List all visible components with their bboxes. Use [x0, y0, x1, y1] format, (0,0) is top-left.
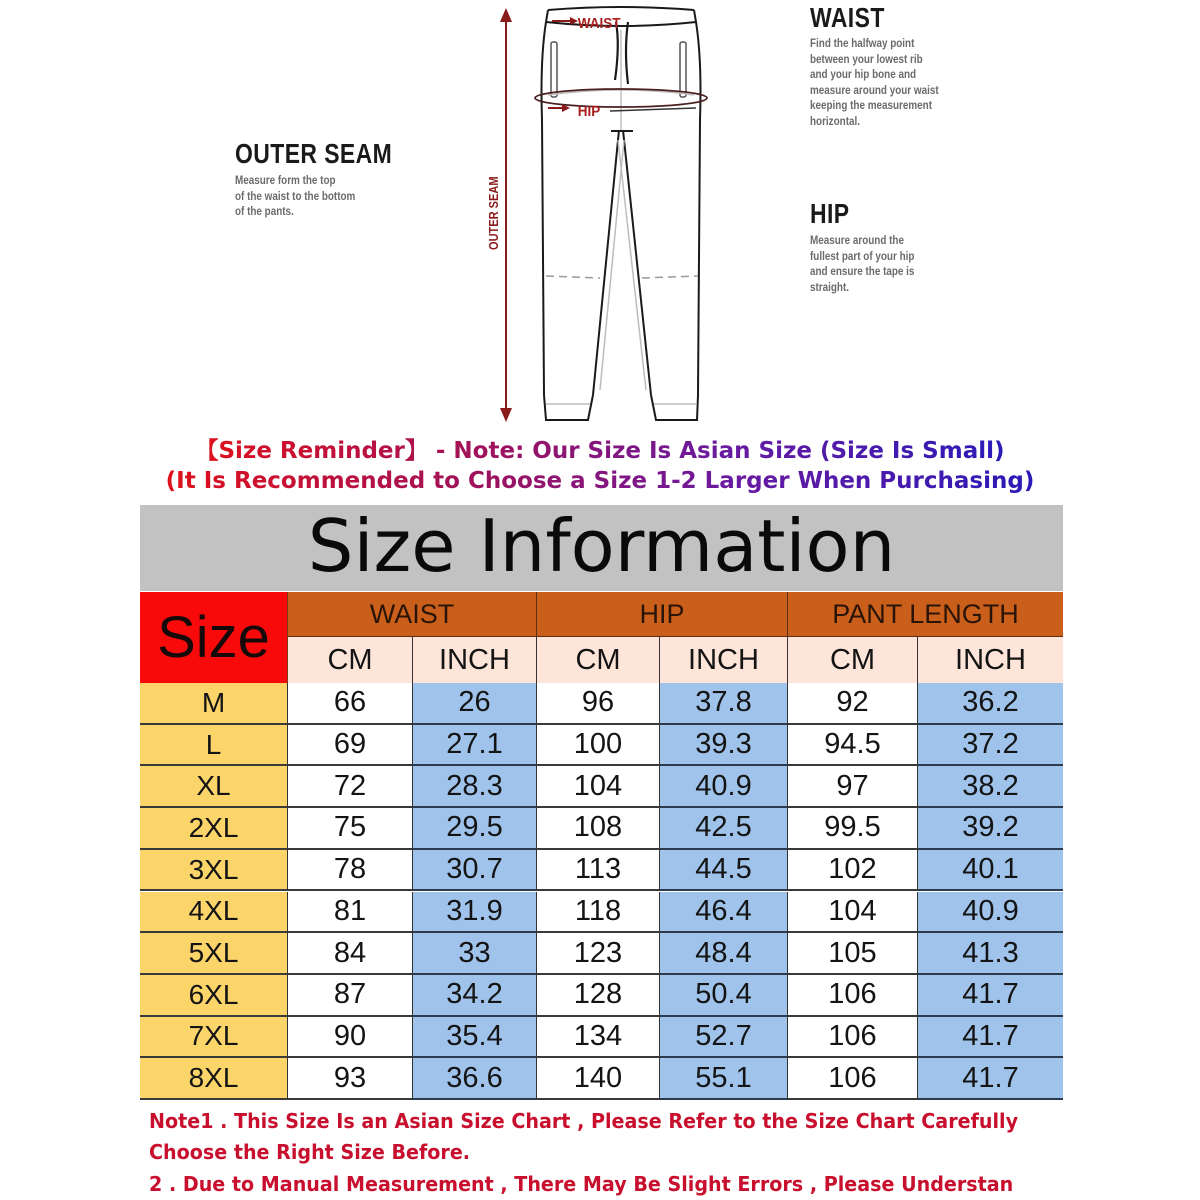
cell-hip-cm: 140 — [537, 1058, 660, 1100]
pants-diagram-icon — [0, 0, 1200, 430]
cell-hip-inch: 46.4 — [660, 892, 788, 934]
guide-line: and ensure the tape is — [810, 266, 915, 279]
size-reminder-line-2 — [0, 468, 1200, 494]
cell-length-cm: 104 — [788, 892, 918, 934]
cell-length-cm: 106 — [788, 975, 918, 1017]
guide-title-hip: HIP — [810, 198, 850, 229]
size-label-cell: 6XL — [140, 975, 288, 1017]
group-header-pant-length: PANT LENGTH — [788, 592, 1063, 636]
cell-length-inch: 39.2 — [918, 808, 1063, 850]
guide-line: between your lowest rib — [810, 53, 923, 66]
note-1: Note1 . This Size Is an Asian Size Chart , Please Refer to the Size Chart Carefully — [149, 1109, 1019, 1133]
cell-hip-inch: 37.8 — [660, 683, 788, 725]
outer-seam-arrow-icon — [500, 8, 512, 422]
cell-waist-inch: 31.9 — [413, 892, 537, 934]
size-column-header: Size — [140, 592, 288, 683]
guide-line: fullest part of your hip — [810, 250, 915, 263]
cell-hip-inch: 42.5 — [660, 808, 788, 850]
cell-length-inch: 41.7 — [918, 975, 1063, 1017]
cell-length-inch: 40.1 — [918, 850, 1063, 892]
size-label-cell: 8XL — [140, 1058, 288, 1100]
cell-waist-cm: 84 — [288, 933, 413, 975]
guide-line: horizontal. — [810, 115, 861, 128]
table-title-band — [140, 505, 1063, 591]
size-label-cell: L — [140, 725, 288, 767]
unit-header-length-cm: CM — [788, 636, 918, 683]
diagram-label-outer-seam: OUTER SEAM — [486, 176, 502, 250]
unit-header-hip-cm: CM — [537, 636, 660, 683]
cell-length-cm: 94.5 — [788, 725, 918, 767]
cell-waist-inch: 26 — [413, 683, 537, 725]
guide-line: straight. — [810, 281, 850, 294]
unit-header-length-inch: INCH — [918, 636, 1063, 683]
guide-text-waist — [810, 37, 939, 131]
cell-hip-inch: 48.4 — [660, 933, 788, 975]
size-label-cell: 7XL — [140, 1017, 288, 1059]
cell-hip-cm: 104 — [537, 766, 660, 808]
guide-title-waist: WAIST — [810, 2, 885, 33]
size-reminder-line-1 — [0, 432, 1200, 465]
note-2: 2 . Due to Manual Measurement , There May Be Slight Errors , Please Understan — [149, 1172, 1014, 1196]
cell-length-inch: 38.2 — [918, 766, 1063, 808]
cell-waist-cm: 66 — [288, 683, 413, 725]
size-label-cell: 4XL — [140, 892, 288, 934]
size-label-cell: XL — [140, 766, 288, 808]
cell-length-cm: 92 — [788, 683, 918, 725]
size-label-cell: M — [140, 683, 288, 725]
size-reminder-text: (It Is Recommended to Choose a Size 1-2 Larger When Purchasing) — [165, 468, 1035, 494]
cell-length-cm: 106 — [788, 1058, 918, 1100]
guide-text-outer-seam — [235, 174, 355, 221]
cell-waist-cm: 72 — [288, 766, 413, 808]
unit-header-waist-inch: INCH — [413, 636, 537, 683]
guide-line: of the waist to the bottom — [235, 190, 356, 203]
guide-line: Find the halfway point — [810, 38, 915, 50]
diagram-label-hip: HIP — [577, 103, 601, 121]
cell-length-cm: 105 — [788, 933, 918, 975]
cell-hip-cm: 96 — [537, 683, 660, 725]
cell-waist-cm: 93 — [288, 1058, 413, 1100]
pants-measurement-illustration — [0, 0, 1200, 430]
guide-line: Measure around the — [810, 235, 904, 247]
cell-waist-cm: 78 — [288, 850, 413, 892]
cell-waist-inch: 35.4 — [413, 1017, 537, 1059]
cell-length-inch: 37.2 — [918, 725, 1063, 767]
cell-length-cm: 106 — [788, 1017, 918, 1059]
cell-waist-cm: 75 — [288, 808, 413, 850]
size-label-cell: 5XL — [140, 933, 288, 975]
cell-length-cm: 97 — [788, 766, 918, 808]
cell-hip-cm: 134 — [537, 1017, 660, 1059]
guide-line: measure around your waist — [810, 84, 939, 97]
cell-hip-cm: 118 — [537, 892, 660, 934]
cell-length-inch: 41.7 — [918, 1058, 1063, 1100]
guide-line: Measure form the top — [235, 175, 336, 187]
unit-header-hip-inch: INCH — [660, 636, 788, 683]
cell-waist-inch: 33 — [413, 933, 537, 975]
cell-hip-inch: 50.4 — [660, 975, 788, 1017]
guide-line: and your hip bone and — [810, 69, 917, 82]
cell-waist-inch: 36.6 — [413, 1058, 537, 1100]
cell-hip-inch: 39.3 — [660, 725, 788, 767]
cell-length-inch: 41.3 — [918, 933, 1063, 975]
guide-title-outer-seam: OUTER SEAM — [235, 138, 393, 169]
size-label-cell: 3XL — [140, 850, 288, 892]
cell-hip-inch: 52.7 — [660, 1017, 788, 1059]
group-header-hip: HIP — [537, 592, 788, 636]
cell-length-cm: 99.5 — [788, 808, 918, 850]
cell-waist-inch: 30.7 — [413, 850, 537, 892]
cell-waist-cm: 81 — [288, 892, 413, 934]
cell-waist-cm: 90 — [288, 1017, 413, 1059]
cell-length-cm: 102 — [788, 850, 918, 892]
cell-waist-inch: 28.3 — [413, 766, 537, 808]
cell-hip-inch: 44.5 — [660, 850, 788, 892]
note-1-continued: Choose the Right Size Before. — [149, 1140, 471, 1164]
group-header-waist: WAIST — [288, 592, 537, 636]
diagram-label-waist: WAIST — [577, 15, 621, 33]
unit-header-waist-cm: CM — [288, 636, 413, 683]
cell-waist-inch: 29.5 — [413, 808, 537, 850]
guide-line: of the pants. — [235, 206, 294, 219]
cell-waist-cm: 87 — [288, 975, 413, 1017]
cell-length-inch: 36.2 — [918, 683, 1063, 725]
cell-waist-inch: 27.1 — [413, 725, 537, 767]
cell-waist-inch: 34.2 — [413, 975, 537, 1017]
cell-hip-cm: 123 — [537, 933, 660, 975]
cell-hip-cm: 100 — [537, 725, 660, 767]
size-reminder-text: 【Size Reminder】 - Note: Our Size Is Asian Size (Size Is Small) — [195, 432, 1004, 465]
cell-hip-cm: 113 — [537, 850, 660, 892]
cell-hip-cm: 108 — [537, 808, 660, 850]
size-label-cell: 2XL — [140, 808, 288, 850]
cell-length-inch: 40.9 — [918, 892, 1063, 934]
cell-waist-cm: 69 — [288, 725, 413, 767]
guide-text-hip — [810, 234, 914, 296]
cell-hip-inch: 55.1 — [660, 1058, 788, 1100]
cell-hip-cm: 128 — [537, 975, 660, 1017]
table-title: Size Information — [307, 504, 896, 588]
guide-line: keeping the measurement — [810, 100, 933, 113]
cell-hip-inch: 40.9 — [660, 766, 788, 808]
cell-length-inch: 41.7 — [918, 1017, 1063, 1059]
